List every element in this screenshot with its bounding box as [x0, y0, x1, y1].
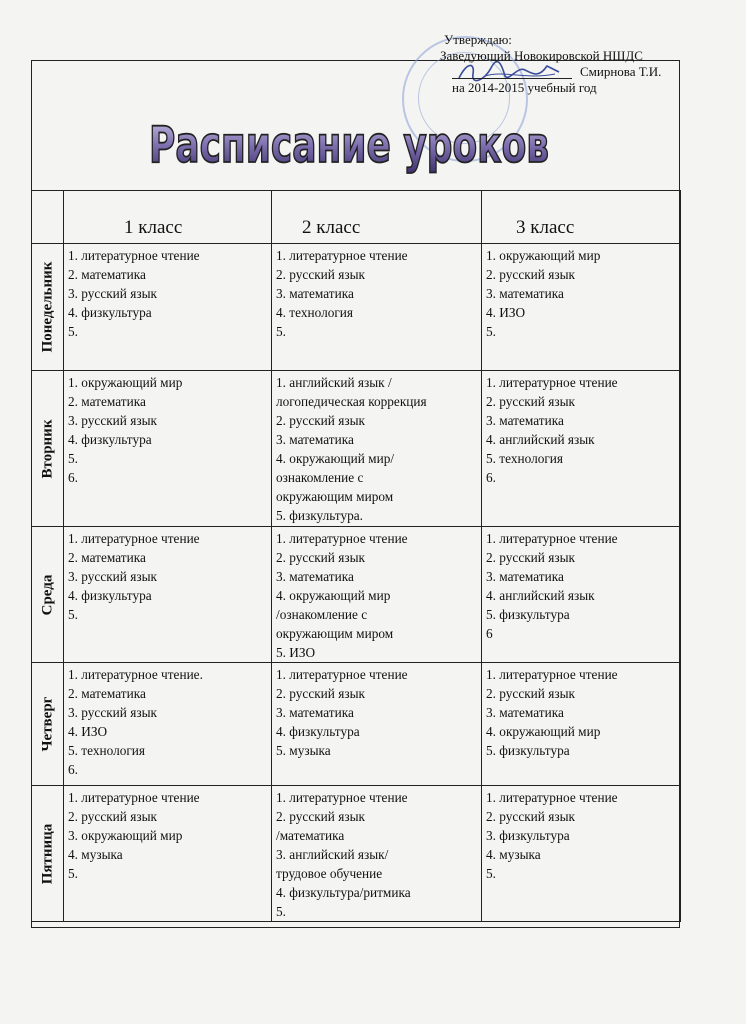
lesson-line: 3. окружающий мир: [68, 828, 183, 843]
lesson-line: 2. русский язык: [276, 686, 366, 701]
lesson-line: 2. математика: [68, 267, 146, 282]
lesson-line: 4. окружающий мир: [276, 588, 391, 603]
lesson-line: 2. математика: [68, 686, 146, 701]
schedule-row: [32, 371, 681, 527]
lesson-line: 5.: [68, 324, 78, 339]
lesson-line: 4. физкультура: [68, 588, 152, 603]
lesson-line: 2. математика: [68, 394, 146, 409]
lesson-line: 2. русский язык: [276, 267, 366, 282]
lesson-line: 4. английский язык: [486, 432, 595, 447]
approval-line-year: на 2014-2015 учебный год: [452, 80, 597, 95]
lesson-line: 3. математика: [486, 286, 564, 301]
lesson-line: 5.: [276, 324, 286, 339]
lesson-line: 4. окружающий мир: [486, 724, 601, 739]
lessons-cell: [272, 371, 482, 527]
lesson-line: 3. математика: [276, 705, 354, 720]
lesson-line: 4. физкультура/ритмика: [276, 885, 411, 900]
lessons-cell: [272, 244, 482, 371]
day-label: Среда: [39, 574, 55, 615]
lesson-line: /математика: [276, 828, 345, 843]
day-cell: [32, 786, 64, 922]
lesson-line: 4. физкультура: [68, 432, 152, 447]
lesson-line: 1. литературное чтение: [486, 790, 618, 805]
lesson-line: 5.: [486, 324, 496, 339]
lesson-line: окружающим миром: [276, 626, 394, 641]
lesson-line: окружающим миром: [276, 489, 394, 504]
lessons-cell: [482, 371, 681, 527]
lesson-line: 2. русский язык: [486, 394, 576, 409]
lesson-line: 5.: [486, 866, 496, 881]
lesson-line: 5. технология: [68, 743, 146, 758]
lessons-cell: [272, 786, 482, 922]
lessons-cell: [272, 527, 482, 663]
lesson-line: 1. литературное чтение: [68, 248, 200, 263]
schedule-table: [31, 190, 681, 922]
lessons-cell: [272, 663, 482, 786]
lesson-line: 3. физкультура: [486, 828, 570, 843]
lesson-line: 3. математика: [486, 569, 564, 584]
day-label: Четверг: [39, 696, 55, 752]
lesson-line: 4. ИЗО: [486, 305, 526, 320]
lesson-line: 3. математика: [486, 413, 564, 428]
lesson-line: ознакомление с: [276, 470, 364, 485]
lesson-line: 2. русский язык: [486, 809, 576, 824]
lessons-cell: [64, 527, 272, 663]
lessons-cell: [64, 663, 272, 786]
lesson-line: 2. русский язык: [68, 809, 158, 824]
lessons-cell: [64, 244, 272, 371]
page-title: [31, 96, 680, 186]
lessons-cell: [64, 371, 272, 527]
corner-cell: [32, 191, 64, 244]
lesson-line: 6.: [486, 470, 496, 485]
approval-line-name: Смирнова Т.И.: [580, 64, 662, 79]
lesson-line: 1. окружающий мир: [68, 375, 183, 390]
lessons-cell: [482, 663, 681, 786]
lesson-line: 3. математика: [276, 286, 354, 301]
lesson-line: 2. русский язык: [486, 686, 576, 701]
lesson-line: /ознакомление с: [276, 607, 368, 622]
lesson-line: 4. английский язык: [486, 588, 595, 603]
lesson-line: логопедическая коррекция: [276, 394, 427, 409]
schedule-row: [32, 527, 681, 663]
lesson-line: 1. литературное чтение: [486, 667, 618, 682]
lesson-line: 4. музыка: [486, 847, 541, 862]
lesson-line: 5.: [68, 866, 78, 881]
lesson-line: 3. математика: [486, 705, 564, 720]
lesson-line: 4. физкультура: [68, 305, 152, 320]
column-header: 3 класс: [482, 191, 681, 244]
page-title-text: Расписание уроков: [149, 116, 549, 174]
lesson-line: 3. русский язык: [68, 705, 158, 720]
lesson-line: 6: [486, 626, 493, 641]
schedule-row: [32, 786, 681, 922]
lesson-line: 6.: [68, 470, 78, 485]
column-header: 1 класс: [64, 191, 272, 244]
day-cell: [32, 663, 64, 786]
lesson-line: 1. литературное чтение: [276, 667, 408, 682]
lesson-line: 5.: [276, 904, 286, 919]
lesson-line: 1. литературное чтение.: [68, 667, 203, 682]
lesson-line: 5.: [68, 451, 78, 466]
day-cell: [32, 371, 64, 527]
day-label: Пятница: [39, 823, 55, 884]
lesson-line: 2. русский язык: [486, 267, 576, 282]
day-label: Понедельник: [39, 261, 55, 353]
lesson-line: 2. русский язык: [276, 413, 366, 428]
lesson-line: 1. литературное чтение: [276, 248, 408, 263]
day-label: Вторник: [39, 419, 55, 478]
lesson-line: 5. музыка: [276, 743, 331, 758]
lessons-cell: [482, 244, 681, 371]
lesson-line: 3. русский язык: [68, 413, 158, 428]
lesson-line: 3. математика: [276, 569, 354, 584]
lesson-line: 5.: [68, 607, 78, 622]
approval-block: [440, 32, 740, 96]
lesson-line: 5. ИЗО: [276, 645, 316, 660]
lesson-line: 3. английский язык/: [276, 847, 389, 862]
lessons-cell: [482, 527, 681, 663]
lesson-line: 3. русский язык: [68, 286, 158, 301]
lessons-cell: [64, 786, 272, 922]
approval-line-approve: Утверждаю:: [444, 32, 512, 47]
lesson-line: 1. литературное чтение: [276, 790, 408, 805]
lesson-line: 2. русский язык: [276, 809, 366, 824]
lesson-line: 1. литературное чтение: [68, 790, 200, 805]
day-cell: [32, 244, 64, 371]
lesson-line: 4. ИЗО: [68, 724, 108, 739]
lesson-line: 3. русский язык: [68, 569, 158, 584]
lesson-line: 5. физкультура: [486, 743, 570, 758]
lesson-line: 2. русский язык: [276, 550, 366, 565]
lesson-line: 3. математика: [276, 432, 354, 447]
lesson-line: 6.: [68, 762, 78, 777]
lesson-line: 4. окружающий мир/: [276, 451, 395, 466]
lesson-line: 4. технология: [276, 305, 354, 320]
day-cell: [32, 527, 64, 663]
column-header: 2 класс: [272, 191, 482, 244]
lesson-line: 5. физкультура.: [276, 508, 363, 523]
lesson-line: трудовое обучение: [276, 866, 383, 881]
lesson-line: 5. технология: [486, 451, 564, 466]
lesson-line: 4. музыка: [68, 847, 123, 862]
lesson-line: 2. русский язык: [486, 550, 576, 565]
lessons-cell: [482, 786, 681, 922]
lesson-line: 1. литературное чтение: [68, 531, 200, 546]
schedule-header-row: [32, 191, 681, 244]
schedule-row: [32, 244, 681, 371]
lesson-line: 1. английский язык /: [276, 375, 392, 390]
lesson-line: 1. литературное чтение: [486, 375, 618, 390]
schedule-row: [32, 663, 681, 786]
approval-line-position: Заведующий Новокировской НШДС: [440, 48, 643, 63]
lesson-line: 4. физкультура: [276, 724, 360, 739]
lesson-line: 1. литературное чтение: [486, 531, 618, 546]
lesson-line: 5. физкультура: [486, 607, 570, 622]
lesson-line: 2. математика: [68, 550, 146, 565]
lesson-line: 1. литературное чтение: [276, 531, 408, 546]
lesson-line: 1. окружающий мир: [486, 248, 601, 263]
